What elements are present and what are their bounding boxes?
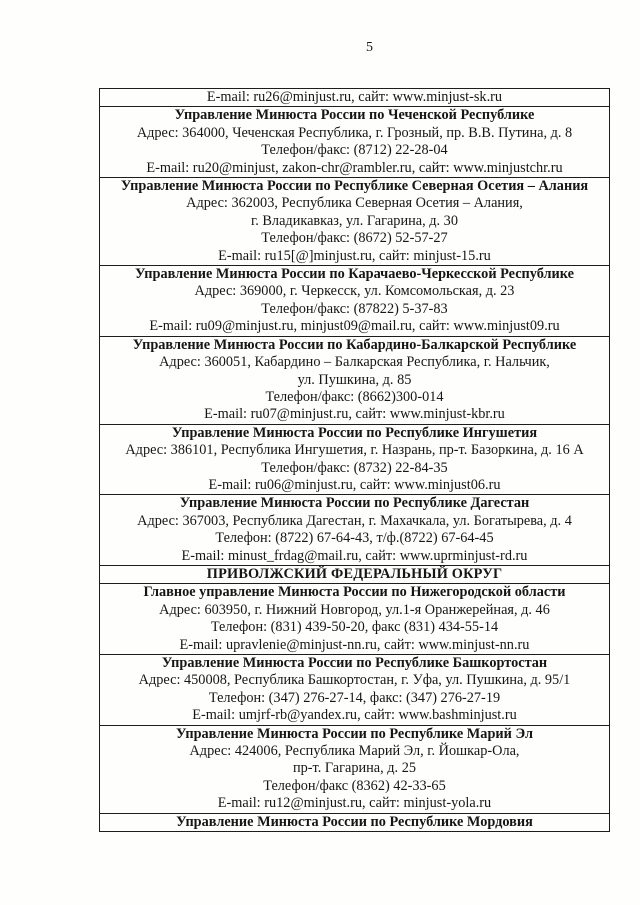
- row-line: Телефон/факс (8362) 42-33-65: [263, 777, 446, 794]
- row-line: Телефон/факс: (87822) 5-37-83: [261, 300, 448, 317]
- row-line: E-mail: ru07@minjust.ru, сайт: www.minjust-kbr.ru: [204, 406, 505, 423]
- table-row: [100, 337, 609, 425]
- row-line: ул. Пушкина, д. 85: [297, 371, 412, 388]
- section-header-row: [100, 566, 609, 584]
- row-line: E-mail: umjrf-rb@yandex.ru, сайт: www.bashminjust.ru: [192, 707, 517, 724]
- org-title: Управление Минюста России по Республике Башкортостан: [161, 655, 548, 671]
- row-line: Телефон/факс: (8672) 52-57-27: [261, 230, 448, 247]
- row-line: Телефон: (831) 439-50-20, факс (831) 434-55-14: [210, 619, 499, 636]
- row-line: E-mail: upravlenie@minjust-nn.ru, сайт: www.minjust-nn.ru: [179, 636, 530, 653]
- table-row: [100, 266, 609, 337]
- row-line: E-mail: ru15[@]minjust.ru, сайт: minjust-15.ru: [218, 247, 491, 264]
- org-title: Главное управление Минюста России по Нижегородской области: [143, 584, 566, 601]
- row-line: Адрес: 603950, г. Нижний Новгород, ул.1-я Оранжерейная, д. 46: [159, 601, 550, 618]
- district-header: ПРИВОЛЖСКИЙ ФЕДЕРАЛЬНЫЙ ОКРУГ: [206, 565, 503, 582]
- directory-table: [99, 88, 610, 832]
- row-line: Адрес: 369000, г. Черкесск, ул. Комсомольская, д. 23: [194, 283, 515, 300]
- table-row: [100, 89, 609, 107]
- row-line: Адрес: 450008, Республика Башкортостан, г. Уфа, ул. Пушкина, д. 95/1: [138, 672, 571, 689]
- row-line: E-mail: ru06@minjust.ru, сайт: www.minjust06.ru: [208, 476, 501, 493]
- row-line: Телефон: (347) 276-27-14, факс: (347) 276-27-19: [208, 689, 501, 706]
- org-title: Управление Минюста России по Республике Дагестан: [179, 495, 530, 512]
- row-line: Адрес: 424006, Республика Марий Эл, г. Йошкар-Ола,: [189, 743, 520, 760]
- row-line: Телефон: (8722) 67-64-43, т/ф.(8722) 67-64-45: [215, 530, 494, 547]
- row-line: Адрес: 362003, Республика Северная Осетия – Алания,: [186, 195, 523, 212]
- row-line: Адрес: 364000, Чеченская Республика, г. Грозный, пр. В.В. Путина, д. 8: [136, 124, 573, 141]
- row-line: Адрес: 386101, Республика Ингушетия, г. Назрань, пр-т. Базоркина, д. 16 А: [125, 442, 584, 459]
- org-title: Управление Минюста России по Республике Мордовия: [176, 813, 533, 830]
- table-row: [100, 495, 609, 566]
- row-line: г. Владикавказ, ул. Гагарина, д. 30: [251, 212, 458, 229]
- page-number: 5: [366, 40, 373, 55]
- table-row: [100, 655, 609, 726]
- table-row: [100, 726, 609, 814]
- row-line: Телефон/факс: (8662)300-014: [265, 388, 444, 405]
- row-line: Адрес: 360051, Кабардино – Балкарская Республика, г. Нальчик,: [159, 354, 550, 371]
- org-title: Управление Минюста России по Республике Ингушетия: [171, 424, 538, 441]
- org-title: Управление Минюста России по Чеченской Республике: [174, 107, 535, 124]
- org-title: Управление Минюста России по Кабардино-Балкарской Республике: [132, 336, 577, 353]
- row-line: E-mail: ru12@minjust.ru, сайт: minjust-yola.ru: [217, 795, 492, 812]
- table-row: [100, 814, 609, 831]
- row-line: E-mail: ru20@minjust, zakon-chr@rambler.ru, сайт: www.minjustchr.ru: [146, 159, 563, 176]
- table-row: [100, 178, 609, 266]
- org-title: Управление Минюста России по Карачаево-Черкесской Республике: [134, 266, 575, 283]
- table-row: [100, 107, 609, 178]
- org-title: Управление Минюста России по Республике Северная Осетия – Алания: [120, 178, 589, 195]
- org-title: Управление Минюста России по Республике Марий Эл: [176, 725, 533, 742]
- row-line: Телефон/факс: (8712) 22-28-04: [261, 142, 448, 159]
- row-line: Телефон/факс: (8732) 22-84-35: [261, 459, 448, 476]
- row-line: E-mail: ru26@minjust.ru, сайт: www.minjust-sk.ru: [206, 89, 503, 105]
- row-line: Адрес: 367003, Республика Дагестан, г. Махачкала, ул. Богатырева, д. 4: [137, 512, 572, 529]
- table-row: [100, 584, 609, 655]
- row-line: E-mail: minust_frdag@mail.ru, сайт: www.uprminjust-rd.ru: [181, 547, 528, 564]
- row-line: пр-т. Гагарина, д. 25: [292, 760, 416, 777]
- table-row: [100, 425, 609, 496]
- row-line: E-mail: ru09@minjust.ru, minjust09@mail.ru, сайт: www.minjust09.ru: [149, 318, 560, 335]
